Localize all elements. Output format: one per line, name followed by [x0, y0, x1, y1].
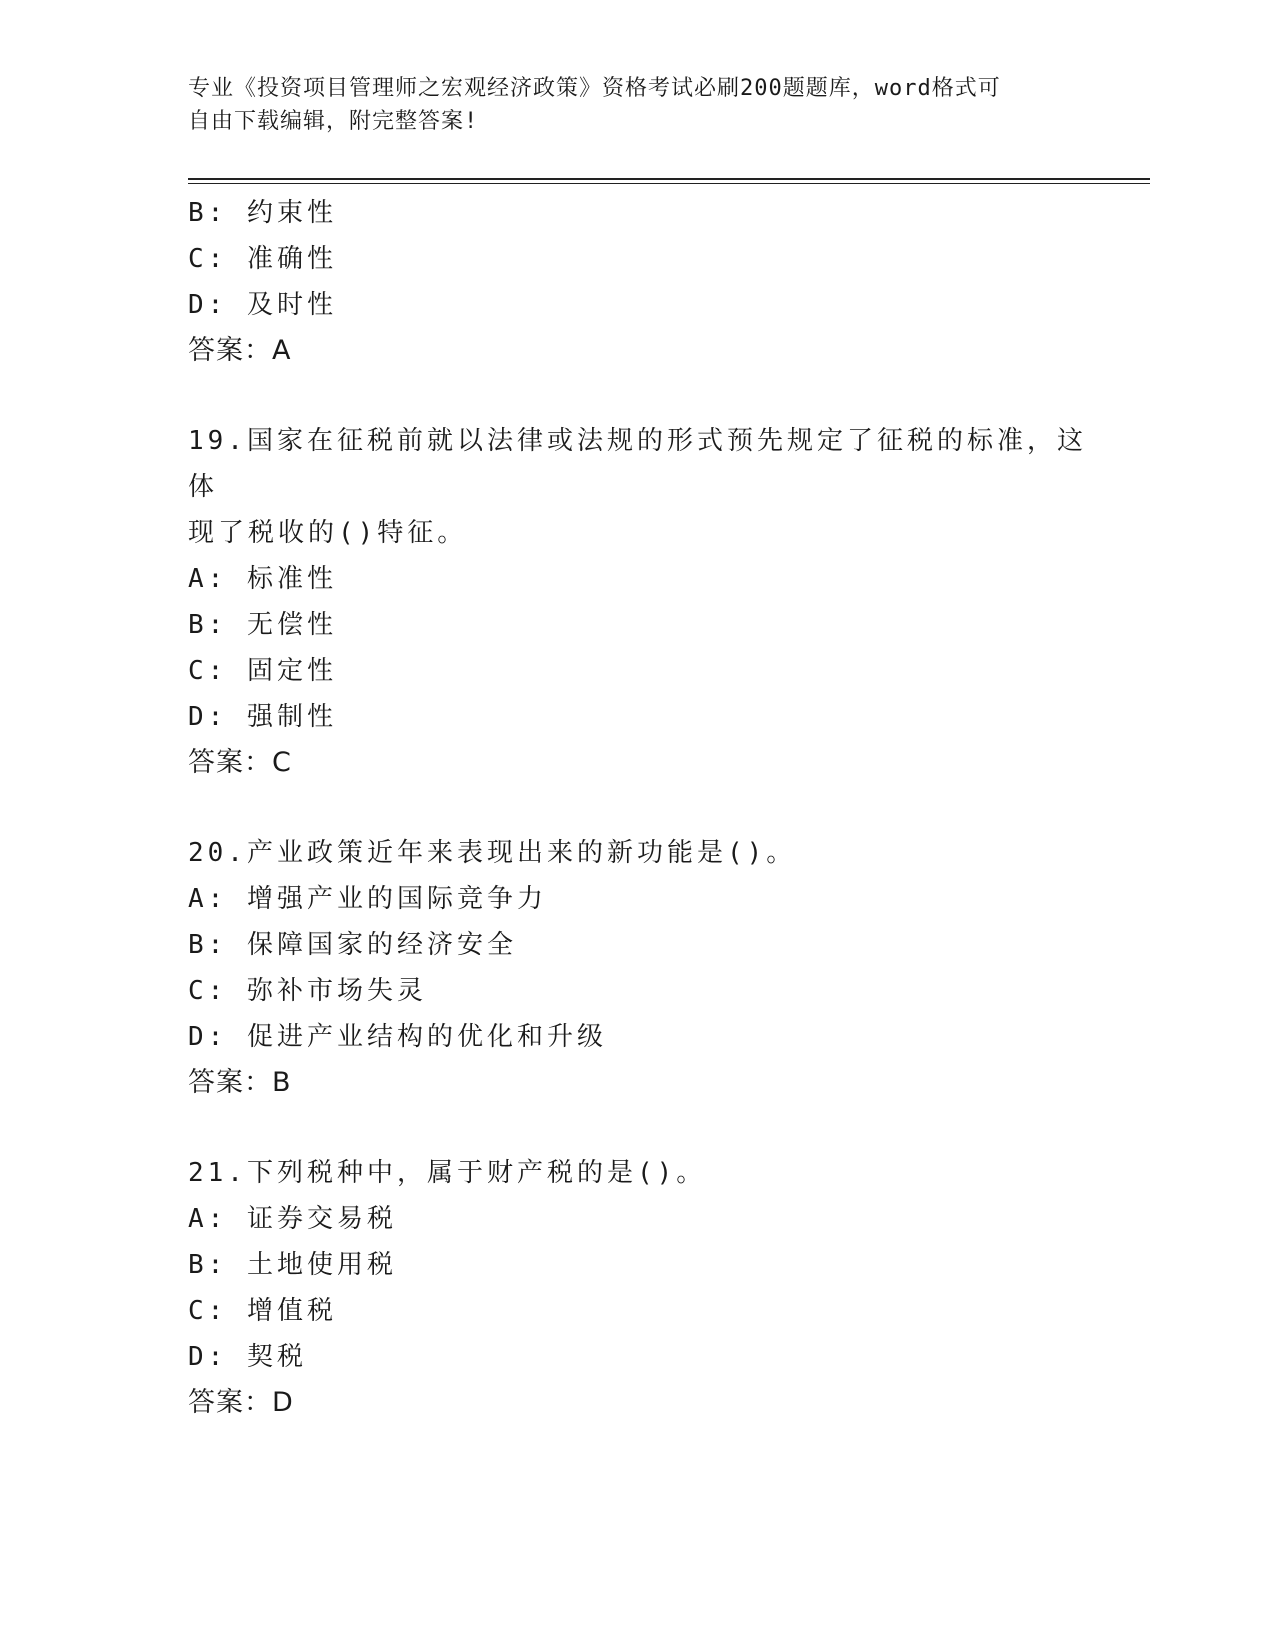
question-20 [188, 830, 1088, 1106]
header-title-line-2: 自由下载编辑，附完整答案! [188, 109, 479, 134]
answer-line: 答案：D [188, 1387, 294, 1418]
answer-line: 答案：C [188, 747, 292, 778]
question-21 [188, 1150, 1088, 1426]
header-divider-thick [188, 178, 1150, 180]
header-title-line-1: 专业《投资项目管理师之宏观经济政策》资格考试必刷200题题库，word格式可 [188, 76, 1001, 101]
option-c: C: 准确性 [188, 244, 337, 274]
option-c: C: 固定性 [188, 656, 337, 686]
question-text: 20.产业政策近年来表现出来的新功能是()。 [188, 838, 797, 868]
option-c: C: 弥补市场失灵 [188, 976, 427, 1006]
option-a: A: 证券交易税 [188, 1204, 397, 1234]
option-c: C: 增值税 [188, 1296, 337, 1326]
option-d: D: 强制性 [188, 702, 337, 732]
option-b: B: 约束性 [188, 198, 337, 228]
question-text-line-1: 19.国家在征税前就以法律或法规的形式预先规定了征税的标准，这体 [188, 426, 1087, 502]
option-b: B: 保障国家的经济安全 [188, 930, 517, 960]
document-header [188, 72, 1088, 138]
question-19 [188, 418, 1088, 786]
option-d: D: 促进产业结构的优化和升级 [188, 1022, 607, 1052]
question-text: 21.下列税种中，属于财产税的是()。 [188, 1158, 707, 1188]
question-content [188, 190, 1088, 1426]
option-a: A: 增强产业的国际竞争力 [188, 884, 547, 914]
answer-line: 答案：A [188, 335, 292, 366]
header-divider-thin [188, 183, 1150, 184]
question-text-line-2: 现了税收的()特征。 [188, 518, 468, 548]
option-d: D: 及时性 [188, 290, 337, 320]
question-18-continued [188, 190, 1088, 374]
option-a: A: 标准性 [188, 564, 337, 594]
option-d: D: 契税 [188, 1342, 307, 1372]
option-b: B: 无偿性 [188, 610, 337, 640]
option-b: B: 土地使用税 [188, 1250, 397, 1280]
answer-line: 答案：B [188, 1067, 292, 1098]
